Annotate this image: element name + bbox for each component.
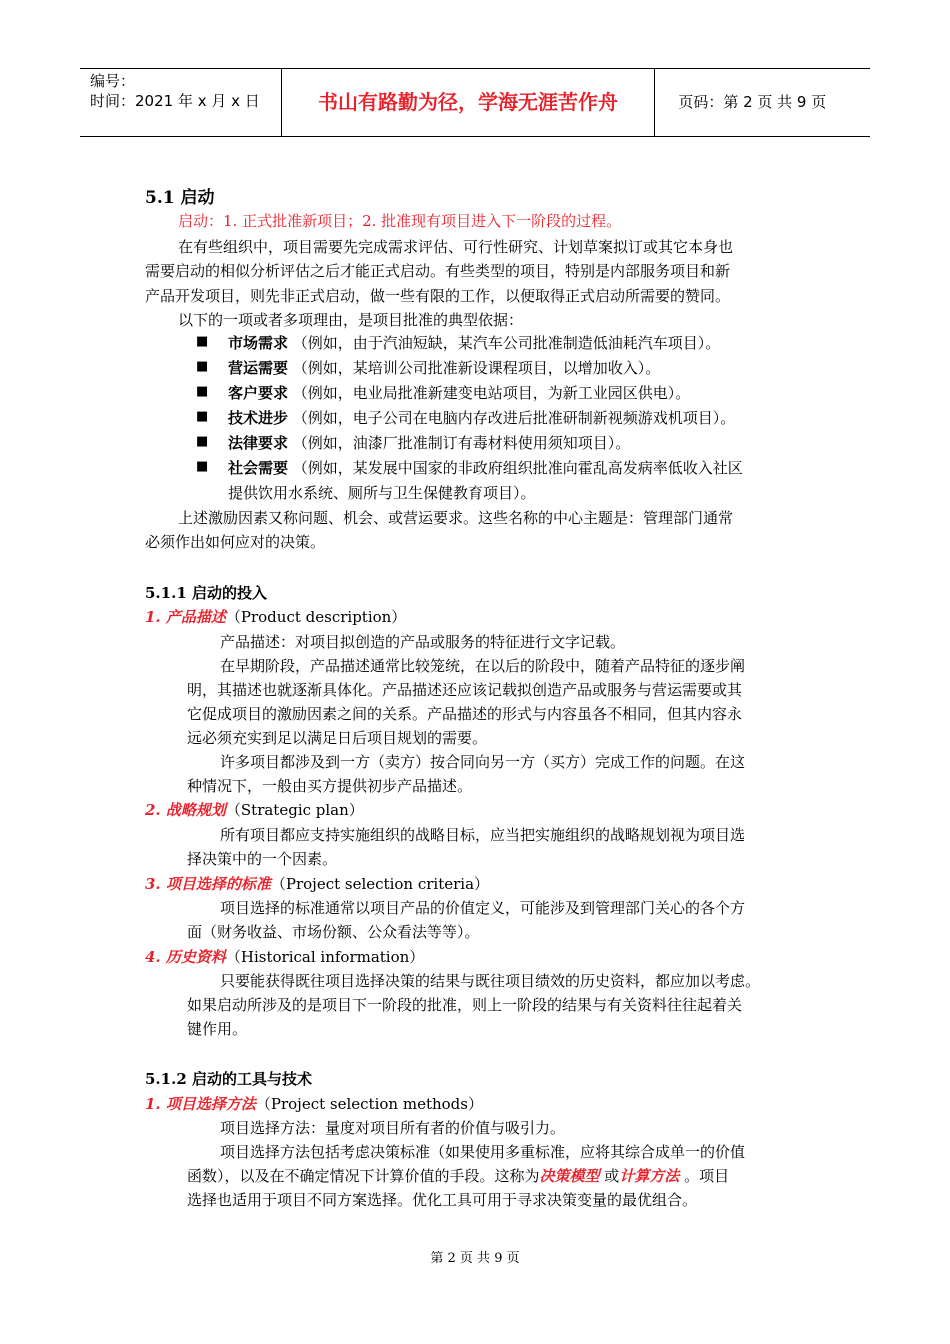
section-definition: 启动：1. 正式批准新项目；2. 批准现有项目进入下一阶段的过程。 <box>178 212 622 230</box>
paragraph-line: 键作用。 <box>187 1020 248 1038</box>
bullet-icon: ■ <box>196 434 209 449</box>
header-number: 编号： <box>90 72 136 90</box>
item-heading: 2. 战略规划（Strategic plan） <box>145 801 364 819</box>
paragraph-line: 项目选择的标准通常以项目产品的价值定义，可能涉及到管理部门关心的各个方 <box>220 899 746 917</box>
item-heading: 4. 历史资料（Historical information） <box>145 948 425 966</box>
paragraph-line: 产品开发项目，则先非正式启动，做一些有限的工作，以便取得正式启动所需要的赞同。 <box>145 287 731 305</box>
list-item: 社会需要 （例如，某发展中国家的非政府组织批准向霍乱高发病率低收入社区 <box>228 459 743 477</box>
bullet-icon: ■ <box>196 334 209 349</box>
paragraph-line: 明，其描述也就逐渐具体化。产品描述还应该记载拟创造产品或服务与营运需要或其 <box>187 681 743 699</box>
paragraph-line: 需要启动的相似分析评估之后才能正式启动。有些类型的项目，特别是内部服务项目和新 <box>145 262 731 280</box>
subsection-title: 5.1.2 启动的工具与技术 <box>145 1070 312 1088</box>
paragraph-line: 远必须充实到足以满足日后项目规划的需要。 <box>187 729 488 747</box>
paragraph-line: 面（财务收益、市场份额、公众看法等等）。 <box>187 923 480 941</box>
paragraph-line: 项目选择方法：量度对项目所有者的价值与吸引力。 <box>220 1119 566 1137</box>
header-meta <box>80 69 280 138</box>
paragraph-line: 所有项目都应支持实施组织的战略目标，应当把实施组织的战略规划视为项目选 <box>220 826 746 844</box>
paragraph-line: 它促成项目的激励因素之间的关系。产品描述的形式与内容虽各不相同，但其内容永 <box>187 705 743 723</box>
list-item: 营运需要 （例如，某培训公司批准新设课程项目，以增加收入）。 <box>228 359 661 377</box>
page-footer: 第 2 页 共 9 页 <box>430 1251 520 1266</box>
list-item: 法律要求 （例如，油漆厂批准制订有毒材料使用须知项目）。 <box>228 434 631 452</box>
paragraph-line: 函数），以及在不确定情况下计算价值的手段。这称为决策模型 或计算方法 。项目 <box>187 1167 730 1185</box>
bullet-icon: ■ <box>196 359 209 374</box>
paragraph-line: 以下的一项或者多项理由，是项目批准的典型依据： <box>178 311 524 329</box>
paragraph-line: 选择也适用于项目不同方案选择。优化工具可用于寻求决策变量的最优组合。 <box>187 1191 698 1209</box>
paragraph-line: 必须作出如何应对的决策。 <box>145 533 326 551</box>
header-time: 时间：2021 年 x 月 x 日 <box>90 92 260 110</box>
bullet-icon: ■ <box>196 384 209 399</box>
list-item: 市场需求 （例如，由于汽油短缺，某汽车公司批准制造低油耗汽车项目）。 <box>228 334 721 352</box>
bullet-icon: ■ <box>196 459 209 474</box>
paragraph-line: 在早期阶段，产品描述通常比较笼统，在以后的阶段中，随着产品特征的逐步阐 <box>220 657 746 675</box>
section-title: 5.1 启动 <box>145 188 215 208</box>
paragraph-line: 如果启动所涉及的是项目下一阶段的批准，则上一阶段的结果与有关资料往往起着关 <box>187 996 743 1014</box>
paragraph-line: 许多项目都涉及到一方（卖方）按合同向另一方（买方）完成工作的问题。在这 <box>220 753 746 771</box>
header-page: 页码：第 2 页 共 9 页 <box>678 93 827 111</box>
item-heading: 3. 项目选择的标准（Project selection criteria） <box>145 875 490 893</box>
paragraph-line: 产品描述：对项目拟创造的产品或服务的特征进行文字记载。 <box>220 633 626 651</box>
list-item-continuation: 提供饮用水系统、厕所与卫生保健教育项目）。 <box>228 484 536 502</box>
paragraph-line: 项目选择方法包括考虑决策标准（如果使用多重标准，应将其综合成单一的价值 <box>220 1143 746 1161</box>
paragraph-line: 种情况下，一般由买方提供初步产品描述。 <box>187 777 473 795</box>
subsection-title: 5.1.1 启动的投入 <box>145 584 267 602</box>
item-heading: 1. 产品描述（Product description） <box>145 608 407 626</box>
paragraph-line: 上述激励因素又称问题、机会、或营运要求。这些名称的中心主题是：管理部门通常 <box>178 509 734 527</box>
item-heading: 1. 项目选择方法（Project selection methods） <box>145 1095 483 1113</box>
header-motto: 书山有路勤为径，学海无涯苦作舟 <box>281 69 655 136</box>
page-header <box>80 68 870 137</box>
bullet-icon: ■ <box>196 409 209 424</box>
paragraph-line: 只要能获得既往项目选择决策的结果与既往项目绩效的历史资料，都应加以考虑。 <box>220 972 761 990</box>
paragraph-line: 择决策中的一个因素。 <box>187 850 338 868</box>
paragraph-line: 在有些组织中，项目需要先完成需求评估、可行性研究、计划草案拟订或其它本身也 <box>178 238 734 256</box>
list-item: 技术进步 （例如，电子公司在电脑内存改进后批准研制新视频游戏机项目）。 <box>228 409 736 427</box>
list-item: 客户要求 （例如，电业局批准新建变电站项目，为新工业园区供电）。 <box>228 384 691 402</box>
